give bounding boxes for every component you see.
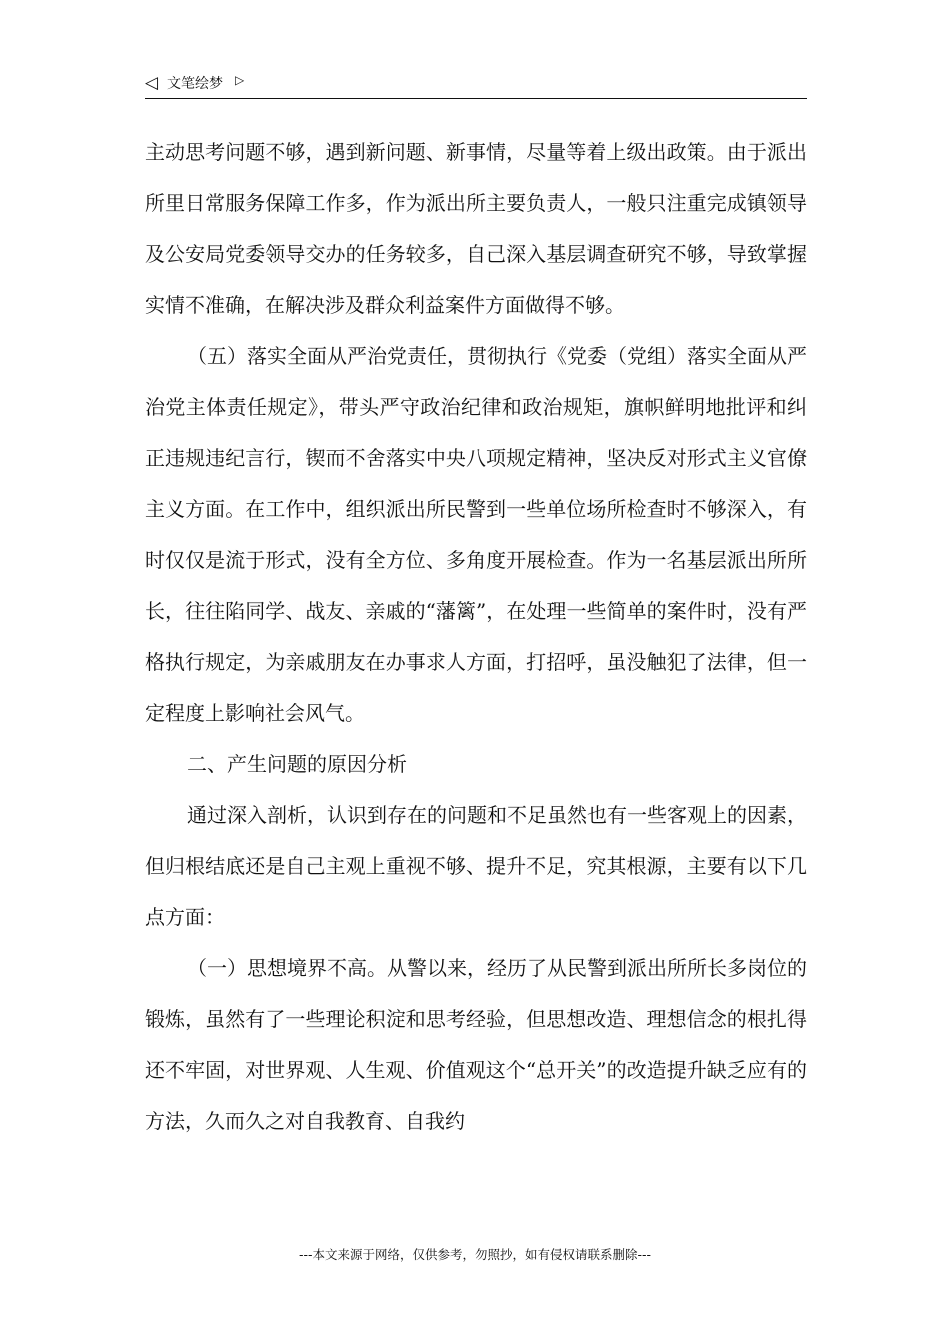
triangle-left-icon: ◁ — [145, 73, 159, 93]
paragraph-continuation: 主动思考问题不够，遇到新问题、新事情，尽量等着上级出政策。由于派出所里日常服务保障工作多，作为派出所主要负责人，一般只注重完成镇领导及公安局党委领导交办的任务较多，自己深入基层调查研究不够，导致掌握实情不准确，在解决涉及群众利益案件方面做得不够。 — [145, 140, 807, 317]
triangle-right-icon: ▷ — [235, 73, 245, 87]
section-heading: 二、产生问题的原因分析 — [187, 752, 407, 776]
paragraph-reason-one: （一）思想境界不高。从警以来，经历了从民警到派出所所长多岗位的锻炼，虽然有了一些理论积淀和思考经验，但思想改造、理想信念的根扎得还不牢固，对世界观、人生观、价值观这个“总开关”的改造提升缺乏应有的方法，久而久之对自我教育、自我约 — [145, 956, 807, 1133]
footer-notice: ---本文来源于网络，仅供参考，勿照抄，如有侵权请联系删除--- — [298, 1247, 652, 1262]
header-title: 文笔绘梦 — [167, 76, 223, 92]
paragraph-analysis-intro: 通过深入剖析，认识到存在的问题和不足虽然也有一些客观上的因素，但归根结底还是自己主观上重视不够、提升不足，究其根源，主要有以下几点方面： — [145, 803, 807, 929]
body-text — [145, 127, 807, 1147]
page-header — [145, 72, 807, 99]
paragraph-section-five: （五）落实全面从严治党责任，贯彻执行《党委（党组）落实全面从严治党主体责任规定》，带头严守政治纪律和政治规矩，旗帜鲜明地批评和纠正违规违纪言行，锲而不舍落实中央八项规定精神，坚决反对形式主义官僚主义方面。在工作中，组织派出所民警到一些单位场所检查时不够深入，有时仅仅是流于形式，没有全方位、多角度开展检查。作为一名基层派出所所长，往往陷同学、战友、亲戚的“藩篱”，在处理一些简单的案件时，没有严格执行规定，为亲戚朋友在办事求人方面，打招呼，虽没触犯了法律，但一定程度上影响社会风气。 — [145, 344, 807, 725]
